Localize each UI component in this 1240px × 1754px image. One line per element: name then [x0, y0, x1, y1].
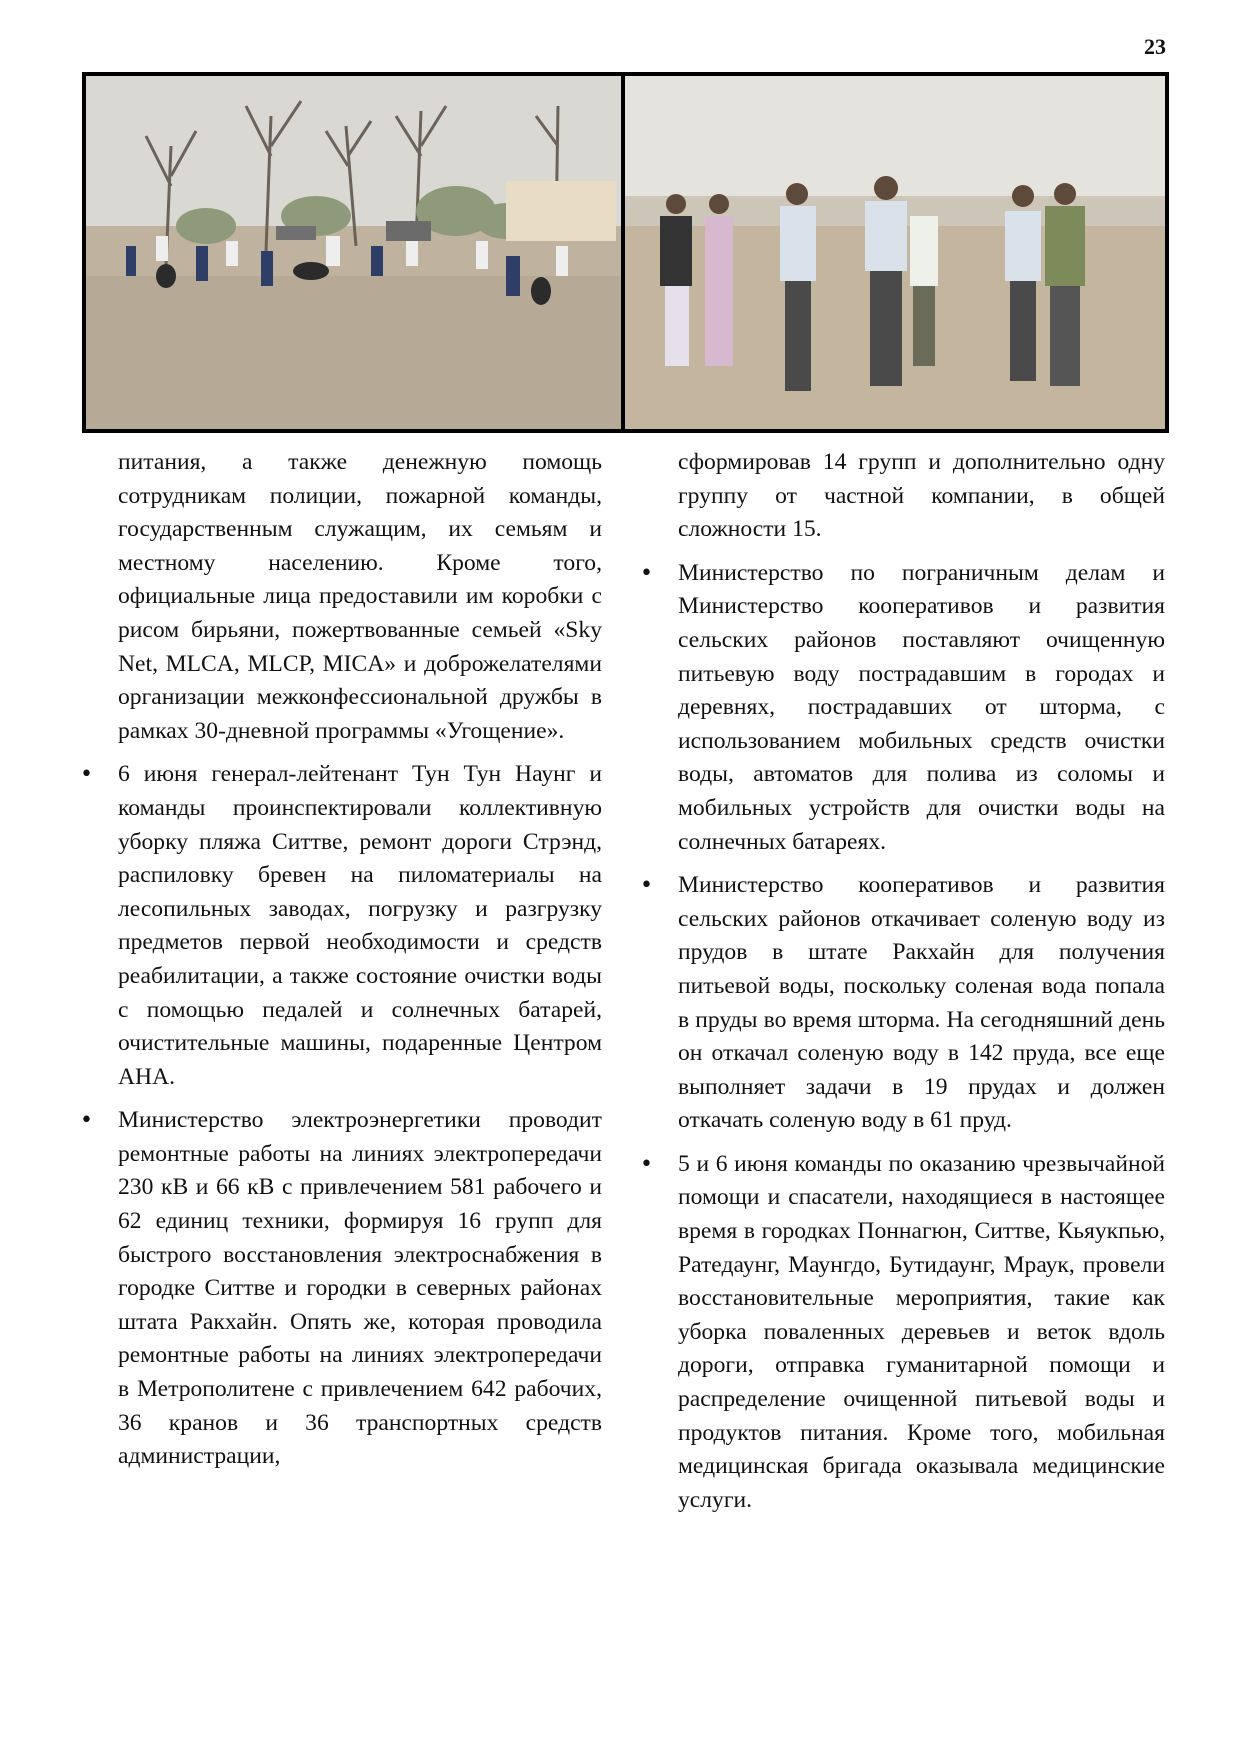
beach-inspection-image: [625, 76, 1165, 429]
list-item: [640, 869, 1165, 1138]
list-item-text: Министерство электроэнергетики проводит ремонтные работы на линиях электропередачи 230 кВ и 66 кВ с привлечением 581 рабочего и 62 единиц техники, формируя 16 групп для быстрого восстановления электроснабжения в городке Ситтве и городки в северных районах штата Ракхайн. Опять же, которая проводила ремонтные работы на линиях электропередачи в Метрополитене с привлечением 642 рабочих, 36 кранов и 36 транспортных средств администрации,: [118, 1107, 602, 1470]
photo-strip: [82, 72, 1169, 433]
bullet-icon: •: [640, 873, 653, 899]
right-text-column: [640, 446, 1165, 1527]
list-item-text: 6 июня генерал-лейтенант Тун Тун Наунг и команды проинспектировали коллективную уборку пляжа Ситтве, ремонт дороги Стрэнд, распиловку бревен на пиломатериалы на лесопильных заводах, погрузку и разгрузку предметов первой необходимости и средств реабилитации, а также состояние очистки воды с помощью педалей и солнечных батарей, очистительные машины, подаренные Центром АНА.: [118, 761, 602, 1090]
left-text-column: [80, 446, 602, 1484]
list-item: [80, 758, 602, 1094]
beach-cleanup-image: [86, 76, 621, 429]
page-number: 23: [1144, 34, 1166, 59]
bullet-icon: •: [80, 762, 93, 788]
list-item-text: Министерство по пограничным делам и Министерство кооперативов и развития сельских районов поставляют очищенную питьевую воду пострадавшим в городах и деревнях, пострадавших от шторма, с использованием мобильных средств очистки воды, автоматов для полива из соломы и мобильных устройств для очистки воды на солнечных батареях.: [678, 559, 1165, 855]
left-intro-paragraph: питания, а также денежную помощь сотрудникам полиции, пожарной команды, государственным служащим, их семьям и местному населению. Кроме того, официальные лица предоставили им коробки с рисом бирьяни, пожертвованные семьей «Sky Net, MLCA, MLCP, MICA» и доброжелателями организации межконфессиональной дружбы в рамках 30-дневной программы «Угощение».: [118, 449, 602, 744]
right-intro-paragraph: сформировав 14 групп и дополнительно одну группу от частной компании, в общей сложности 15.: [678, 449, 1165, 543]
beach-inspection-photo: [625, 76, 1165, 429]
list-item: [640, 1148, 1165, 1518]
bullet-icon: •: [640, 560, 653, 586]
list-item-text: Министерство кооперативов и развития сельских районов откачивает соленую воду из прудов в штате Ракхайн для получения питьевой воды, поскольку соленая вода попала в пруды во время шторма. На сегодняшний день он откачал соленую воду в 142 пруда, все еще выполняет задачи в 19 прудах и должен откачать соленую воду в 61 пруд.: [678, 872, 1165, 1134]
beach-cleanup-photo: [86, 76, 625, 429]
list-item-text: 5 и 6 июня команды по оказанию чрезвычайной помощи и спасатели, находящиеся в настоящее время в городках Поннагюн, Ситтве, Кьяукпью, Ратедаунг, Маунгдо, Бутидаунг, Мраук, провели восстановительные мероприятия, такие как уборка поваленных деревьев и веток вдоль дороги, отправка гуманитарной помощи и распределение очищенной питьевой воды и продуктов питания. Кроме того, мобильная медицинская бригада оказывала медицинские услуги.: [678, 1150, 1165, 1513]
list-item: [640, 557, 1165, 859]
list-item: [80, 1104, 602, 1474]
bullet-icon: •: [640, 1151, 653, 1177]
bullet-icon: •: [80, 1108, 93, 1134]
